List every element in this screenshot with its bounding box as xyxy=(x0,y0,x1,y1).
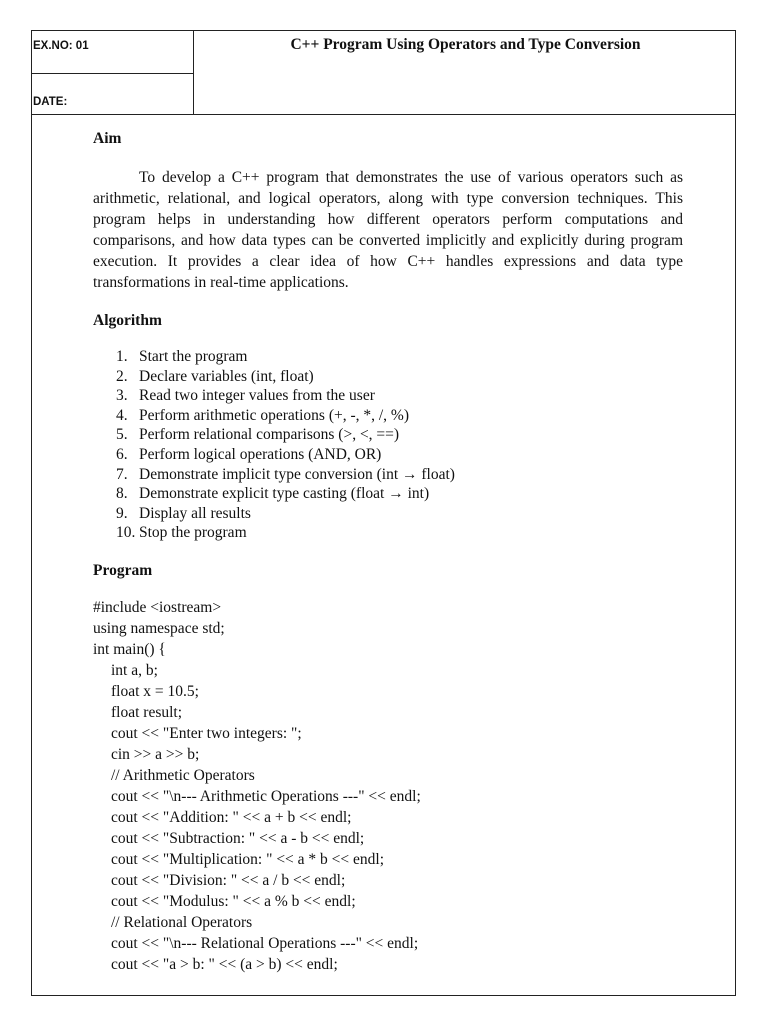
algorithm-step xyxy=(93,406,683,426)
algorithm-step-text: Perform arithmetic operations (+, -, *, /, %) xyxy=(139,406,410,424)
algorithm-step xyxy=(93,425,683,445)
algorithm-step-text: Perform relational comparisons (>, <, ==) xyxy=(139,426,400,444)
aim-section xyxy=(93,128,683,293)
algorithm-step-text: Demonstrate implicit type conversion (int → float) xyxy=(139,465,455,483)
algorithm-section xyxy=(93,310,683,543)
program-section xyxy=(93,560,683,975)
code-line: float result; xyxy=(111,703,183,721)
code-line: cout << "Modulus: " << a % b << endl; xyxy=(111,892,356,910)
algorithm-step-number: 1. xyxy=(116,348,128,365)
exno-label: EX.NO: 01 xyxy=(33,40,89,52)
algorithm-step-number: 8. xyxy=(116,485,128,503)
algorithm-step xyxy=(93,347,683,367)
exno-cell xyxy=(32,31,193,74)
code-line: int main() { xyxy=(93,640,166,658)
algorithm-step xyxy=(93,484,683,504)
date-cell xyxy=(32,74,193,114)
date-label: DATE: xyxy=(33,96,68,108)
code-line: cout << "a > b: " << (a > b) << endl; xyxy=(111,955,338,973)
code-line: float x = 10.5; xyxy=(111,682,199,700)
algorithm-step-number: 4. xyxy=(116,406,128,424)
algorithm-step-number: 2. xyxy=(116,367,128,385)
algorithm-step-text: Display all results xyxy=(139,504,251,522)
code-line: cout << "Subtraction: " << a - b << endl; xyxy=(111,829,365,847)
code-line: using namespace std; xyxy=(93,619,225,637)
algorithm-step xyxy=(93,465,683,485)
algorithm-step-number: 7. xyxy=(116,465,128,483)
code-line: cout << "\n--- Arithmetic Operations ---" << endl; xyxy=(111,787,421,805)
code-line: cout << "Enter two integers: "; xyxy=(111,724,302,742)
algorithm-step-text: Stop the program xyxy=(139,524,247,542)
algorithm-step xyxy=(93,504,683,524)
document-title: C++ Program Using Operators and Type Conversion xyxy=(290,36,641,53)
document-body xyxy=(93,128,683,975)
algorithm-step-number: 5. xyxy=(116,426,128,444)
algorithm-steps xyxy=(93,347,683,543)
algorithm-step-number: 10. xyxy=(116,524,136,542)
code-line: cout << "\n--- Relational Operations ---" << endl; xyxy=(111,934,419,952)
algorithm-step-number: 9. xyxy=(116,504,128,522)
algorithm-step-number: 3. xyxy=(116,387,128,405)
algorithm-step xyxy=(93,445,683,465)
program-heading: Program xyxy=(93,561,153,579)
algorithm-heading: Algorithm xyxy=(93,312,162,329)
code-line: // Arithmetic Operators xyxy=(111,766,255,784)
algorithm-step xyxy=(93,386,683,406)
algorithm-step xyxy=(93,523,683,543)
algorithm-step xyxy=(93,367,683,387)
code-line: cout << "Addition: " << a + b << endl; xyxy=(111,808,352,826)
header-table xyxy=(32,31,735,115)
aim-heading: Aim xyxy=(93,130,122,147)
code-line: #include <iostream> xyxy=(93,598,222,616)
header-left-column xyxy=(32,31,194,114)
code-line: int a, b; xyxy=(111,661,158,679)
code-line: // Relational Operators xyxy=(111,913,253,931)
code-line: cin >> a >> b; xyxy=(111,745,200,763)
program-code xyxy=(93,597,683,975)
algorithm-step-text: Demonstrate explicit type casting (float → int) xyxy=(139,485,430,503)
aim-paragraph: To develop a C++ program that demonstrates the use of various operators such as arithmetic, relational, and logical operators, along with type conversion techniques. This program helps in understanding how different operators perform computations and comparisons, and how data types can be converted implicitly and explicitly during program execution. It provides a clear idea of how C++ handles expressions and data type transformations in real-time applications. xyxy=(93,169,683,291)
algorithm-step-text: Read two integer values from the user xyxy=(139,387,375,405)
algorithm-step-text: Start the program xyxy=(139,348,248,365)
algorithm-step-text: Declare variables (int, float) xyxy=(139,367,314,385)
algorithm-step-number: 6. xyxy=(116,445,128,463)
algorithm-step-text: Perform logical operations (AND, OR) xyxy=(139,445,382,463)
code-line: cout << "Division: " << a / b << endl; xyxy=(111,871,346,889)
code-line: cout << "Multiplication: " << a * b << endl; xyxy=(111,850,385,868)
